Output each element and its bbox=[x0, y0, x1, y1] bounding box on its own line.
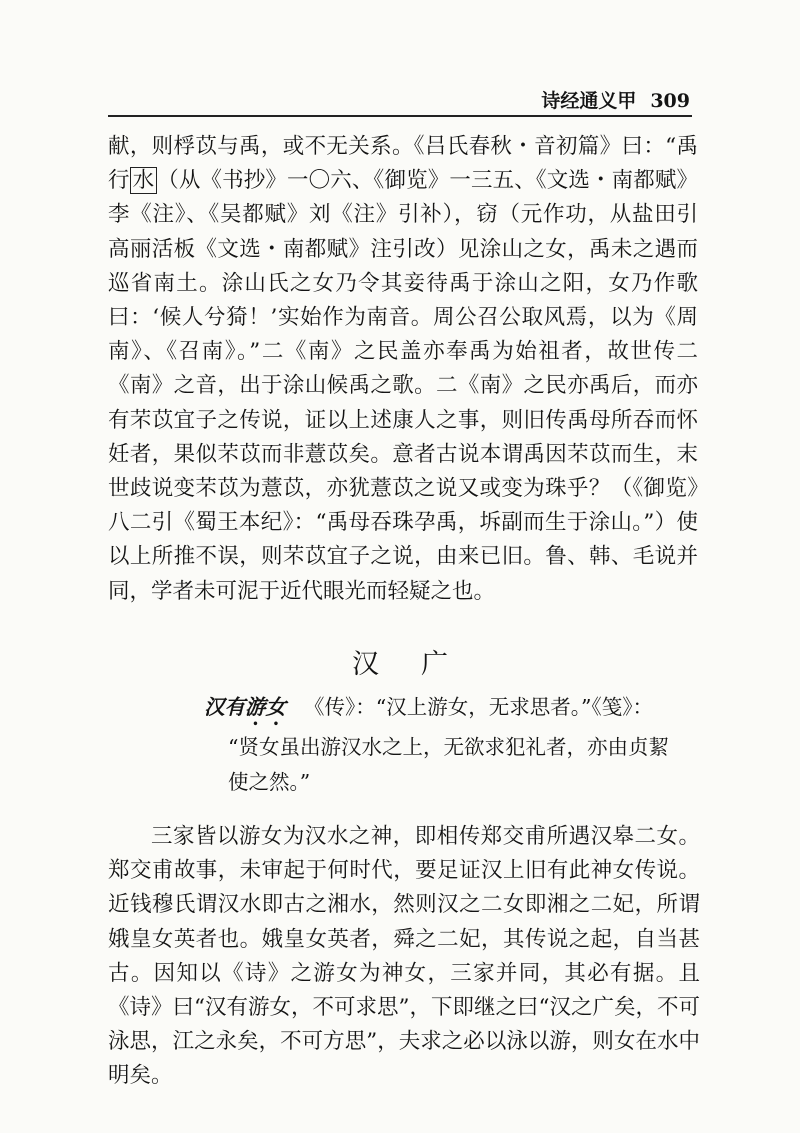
header-title: 诗经通义甲 bbox=[541, 90, 637, 112]
section-title: 汉广 bbox=[352, 649, 490, 680]
header-rule bbox=[108, 115, 692, 117]
page-number: 309 bbox=[650, 90, 690, 112]
paragraph-2 bbox=[108, 820, 700, 1094]
entry-headword bbox=[204, 695, 286, 719]
paragraph-2-text: 三家皆以游女为汉水之神，即相传郑交甫所遇汉皋二女。郑交甫故事，未审起于何时代，要足证汉上旧有此神女传说。近钱穆氏谓汉水即古之湘水，然则汉之二女即湘之二妃，所谓娥皇女英者也。娥皇女英者，舜之二妃，其传说之起，自当甚古。因知以《诗》之游女为神女，三家并同，其必有据。且《诗》曰“汉有游女，不可求思”，下即继之曰“汉之广矣，不可泳思，江之永矣，不可方思”，夫求之必以泳以游，则女在水中明矣。 bbox=[108, 824, 700, 1089]
entry-gloss-2: “贤女虽出游汉水之上，无欲求犯礼者，亦由贞絜 bbox=[228, 735, 669, 759]
running-header bbox=[0, 86, 690, 113]
headword-emphasis: 游女 bbox=[245, 695, 286, 719]
paragraph-1-text-b: （从《书抄》一〇六、《御览》一三五、《文选・南都赋》李《注》、《吴都赋》刘《注》引补），窃（元作功，从盐田引高丽活板《文选・南都赋》注引改）见涂山之女，禹未之遇而巡省南土。涂山氏之女乃令其妾待禹于涂山之阳，女乃作歌曰：‘候人兮猗！’实始作为南音。周公召公取风焉，以为《周南》、《召南》。”二《南》之民盖亦奉禹为始祖者，故世传二《南》之音，出于涂山候禹之歌。二《南》之民亦禹后，而亦有芣苡宜子之传说，证以上述康人之事，则旧传禹母所吞而怀妊者，果似芣苡而非薏苡矣。意者古说本谓禹因芣苡而生，末世歧说变芣苡为薏苡，亦犹薏苡之说又或变为珠乎？（《御览》八二引《蜀王本纪》：“禹母吞珠孕禹，坼副而生于涂山。”）使以上所推不误，则芣苡宜子之说，由来已旧。鲁、韩、毛说并同，学者未可泥于近代眼光而轻疑之也。 bbox=[108, 168, 698, 604]
boxed-character: 水 bbox=[130, 167, 158, 194]
paragraph-1-text-a: 献，则桴苡与禹，或不无关系。《吕氏春秋・音初篇》曰：“禹行 bbox=[108, 134, 698, 194]
paragraph-1 bbox=[108, 130, 698, 609]
entry-gloss-1: 《传》：“汉上游女，无求思者。”《笺》： bbox=[304, 695, 653, 719]
headword-prefix: 汉有 bbox=[204, 695, 245, 719]
entry-gloss-3: 使之然。” bbox=[228, 769, 311, 794]
entry-block bbox=[204, 690, 702, 799]
